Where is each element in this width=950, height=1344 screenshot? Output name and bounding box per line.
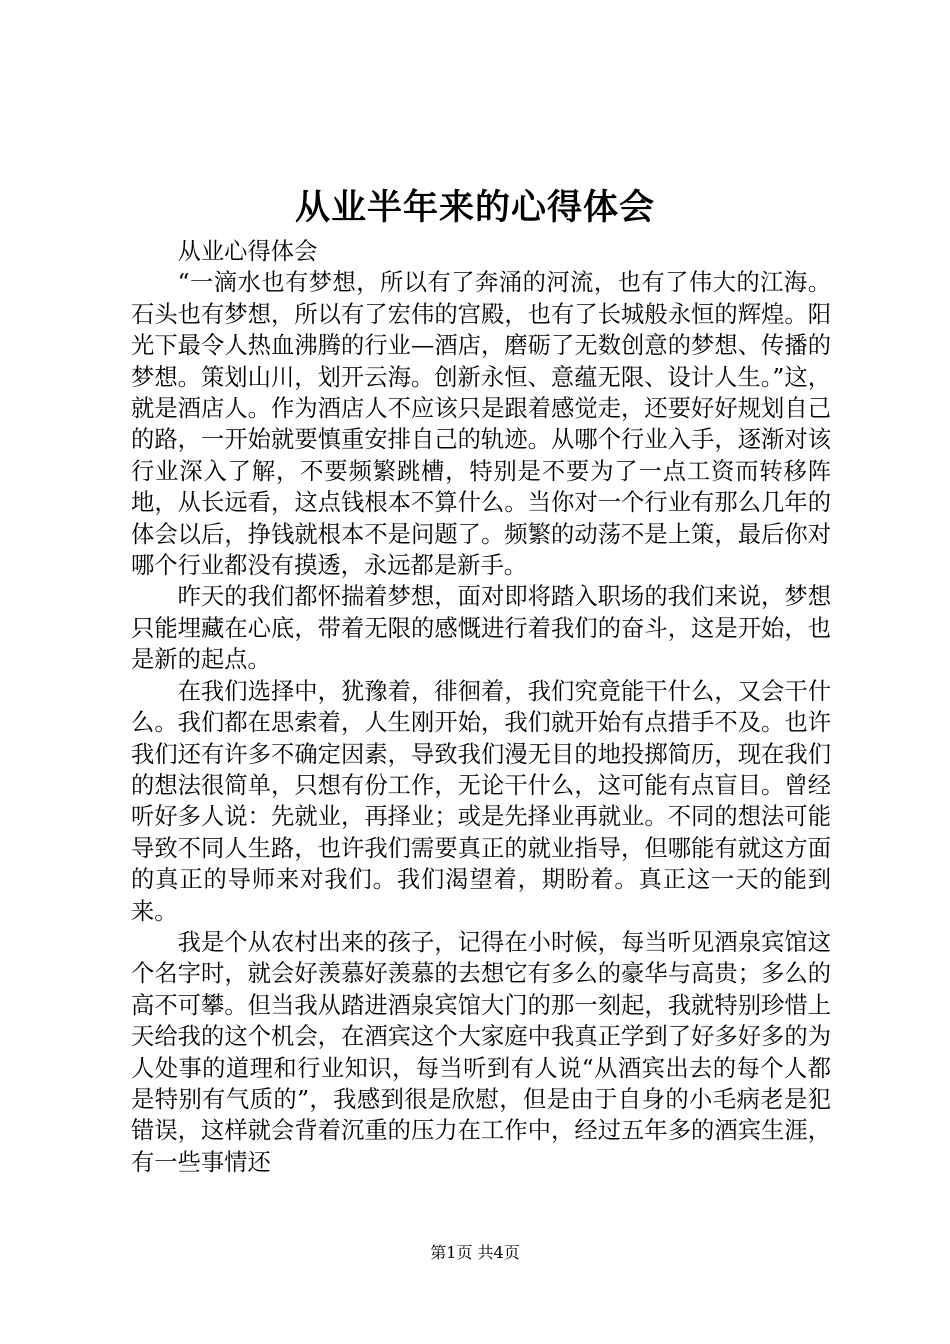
- paragraph: 我是个从农村出来的孩子，记得在小时候，每当听见酒泉宾馆这个名字时，就会好羡慕好羡慕的去想它有多么的豪华与高贵；多么的高不可攀。但当我从踏进酒泉宾馆大门的那一刻起，我就特别珍惜上天给我的这个机会，在酒宾这个大家庭中我真正学到了好多好多的为人处事的道理和行业知识，每当听到有人说“从酒宾出去的每个人都是特别有气质的”，我感到很是欣慰，但是由于自身的小毛病老是犯错误，这样就会背着沉重的压力在工作中，经过五年多的酒宾生涯，有一些事情还: [131, 928, 831, 1176]
- document-title: 从业半年来的心得体会: [294, 187, 655, 228]
- paragraph: 昨天的我们都怀揣着梦想，面对即将踏入职场的我们来说，梦想只能埋藏在心底，带着无限的感慨进行着我们的奋斗，这是开始，也是新的起点。: [131, 583, 831, 674]
- paragraph: “一滴水也有梦想，所以有了奔涌的河流，也有了伟大的江海。石头也有梦想，所以有了宏伟的宫殿，也有了长城般永恒的辉煌。阳光下最令人热血沸腾的行业—酒店，磨砺了无数创意的梦想、传播的梦想。策划山川，划开云海。创新永恒、意蕴无限、设计人生。”这，就是酒店人。作为酒店人不应该只是跟着感觉走，还要好好规划自己的路，一开始就要慎重安排自己的轨迹。从哪个行业入手，逐渐对该行业深入了解，不要频繁跳槽，特别是不要为了一点工资而转移阵地，从长远看，这点钱根本不算什么。当你对一个行业有那么几年的体会以后，挣钱就根本不是问题了。频繁的动荡不是上策，最后你对哪个行业都没有摸透，永远都是新手。: [131, 269, 831, 580]
- document-body: [131, 236, 831, 1178]
- page-number-footer: 第1页 共4页: [430, 1243, 520, 1262]
- paragraph-subtitle: 从业心得体会: [177, 238, 318, 265]
- paragraph: 在我们选择中，犹豫着，徘徊着，我们究竟能干什么，又会干什么。我们都在思索着，人生刚开始，我们就开始有点措手不及。也许我们还有许多不确定因素，导致我们漫无目的地投掷简历，现在我们的想法很简单，只想有份工作，无论干什么，这可能有点盲目。曾经听好多人说：先就业，再择业；或是先择业再就业。不同的想法可能导致不同人生路，也许我们需要真正的就业指导，但哪能有就这方面的真正的导师来对我们。我们渴望着，期盼着。真正这一天的能到来。: [131, 677, 831, 925]
